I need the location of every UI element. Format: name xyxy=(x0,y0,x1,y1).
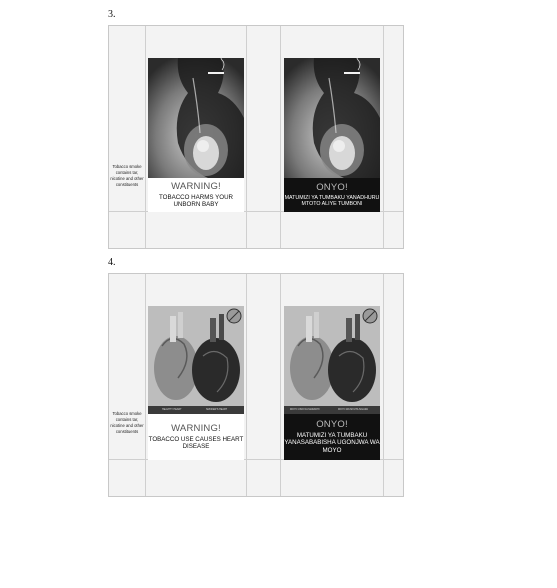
warning-message: MATUMIZI YA TUMBAKU YANADHURU MTOTO ALIYE TUMBONI xyxy=(284,194,380,207)
warning-message: MATUMIZI YA TUMBAKU YANASABABISHA UGONJWA WA MOYO xyxy=(284,431,380,454)
warning-title: ONYO! xyxy=(316,418,348,430)
warning-title: ONYO! xyxy=(316,181,348,193)
pack-side-text: Tobacco smoke contains tar, nicotine and other constituents xyxy=(110,411,144,434)
pack-layout-4 xyxy=(108,273,404,497)
image-caption: MOYO USIO NA MARADHI xyxy=(290,408,320,411)
warning-title: WARNING! xyxy=(171,180,221,192)
hearts-image xyxy=(284,306,380,414)
pack-layout-3 xyxy=(108,25,404,249)
pack-side-text: Tobacco smoke contains tar, nicotine and other constituents xyxy=(110,164,144,187)
hearts-image xyxy=(148,306,244,414)
warning-panel-swahili xyxy=(284,58,380,212)
warning-box-swahili xyxy=(284,414,380,460)
image-caption: MOYO WA MVUTA SIGARA xyxy=(338,408,369,411)
image-caption: SMOKER'S HEART xyxy=(206,408,228,411)
warning-title: WARNING! xyxy=(171,422,221,434)
warning-message: TOBACCO USE CAUSES HEART DISEASE xyxy=(148,435,244,450)
image-caption: HEALTHY HEART xyxy=(162,408,182,411)
warning-message: TOBACCO HARMS YOUR UNBORN BABY xyxy=(158,193,234,208)
pregnant-smoker-image xyxy=(284,58,380,178)
warning-box-english xyxy=(148,414,244,460)
section-number-3: 3. xyxy=(108,9,116,20)
warning-panel-english xyxy=(148,306,244,460)
warning-box-swahili xyxy=(284,178,380,212)
warning-box-english xyxy=(148,178,244,212)
warning-panel-english xyxy=(148,58,244,212)
warning-panel-swahili xyxy=(284,306,380,460)
section-number-4: 4. xyxy=(108,257,116,268)
pregnant-smoker-image xyxy=(148,58,244,178)
